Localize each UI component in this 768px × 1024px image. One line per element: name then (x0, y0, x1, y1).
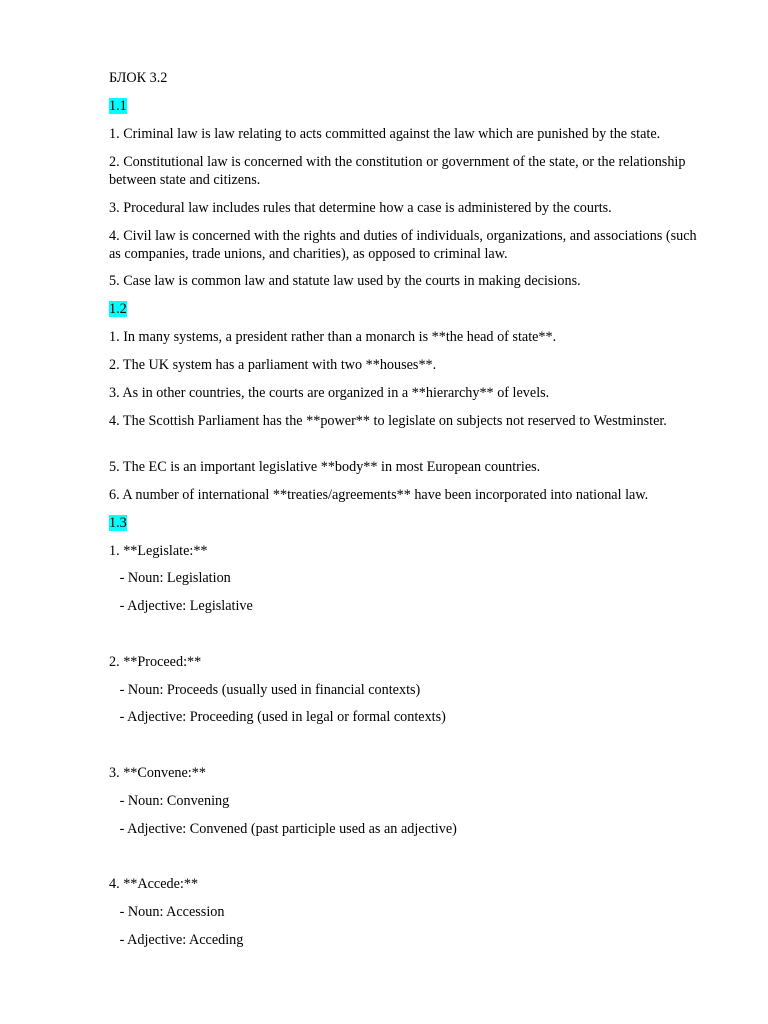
section-heading-1-3 (109, 514, 734, 532)
word-entry-noun (109, 792, 734, 810)
list-item: 4. Civil law is concerned with the rights and duties of individuals, organizations, and associations (such as companies, trade unions, and charities), as opposed to criminal law. (109, 228, 697, 262)
word-entry-adjective (109, 708, 734, 726)
word-entry-noun-text: - Noun: Proceeds (usually used in financial contexts) (119, 682, 421, 698)
list-item: 5. Case law is common law and statute law used by the courts in making decisions. (109, 273, 581, 289)
list-item: 4. The Scottish Parliament has the **power** to legislate on subjects not reserved to Westminster. (109, 413, 667, 429)
word-entry-noun (109, 681, 734, 699)
section-heading-1-2 (109, 300, 734, 318)
word-entry-title: 3. **Convene:** (109, 765, 206, 781)
list-item: 3. As in other countries, the courts are organized in a **hierarchy** of levels. (109, 385, 550, 401)
word-entry-noun (109, 903, 734, 921)
highlight-1-1: 1.1 (109, 98, 127, 114)
word-entry-title: 4. **Accede:** (109, 876, 199, 892)
list-item: 3. Procedural law includes rules that determine how a case is administered by the courts. (109, 200, 612, 216)
word-entry-adjective (109, 597, 734, 615)
word-entry-adjective (109, 820, 734, 838)
word-entry-adjective (109, 931, 734, 949)
list-item: 1. In many systems, a president rather than a monarch is **the head of state**. (109, 329, 557, 345)
word-entry-adjective-text: - Adjective: Acceding (119, 932, 244, 948)
highlight-1-3: 1.3 (109, 515, 127, 531)
block-title: БЛОК 3.2 (109, 70, 168, 86)
section-heading-1-1 (109, 97, 734, 115)
list-item: 5. The EC is an important legislative **body** in most European countries. (109, 459, 541, 475)
word-entry-noun-text: - Noun: Legislation (119, 570, 231, 586)
word-entry-adjective-text: - Adjective: Legislative (119, 598, 253, 614)
word-entry-adjective-text: - Adjective: Proceeding (used in legal or formal contexts) (119, 709, 446, 725)
list-item: 2. Constitutional law is concerned with the constitution or government of the state, or the relationship between state and citizens. (109, 154, 686, 188)
word-entry-title: 2. **Proceed:** (109, 654, 202, 670)
list-item: 1. Criminal law is law relating to acts committed against the law which are punished by the state. (109, 126, 661, 142)
highlight-1-2: 1.2 (109, 301, 127, 317)
word-entry-noun-text: - Noun: Convening (119, 793, 230, 809)
word-entry-noun (109, 569, 734, 587)
list-item: 6. A number of international **treaties/agreements** have been incorporated into national law. (109, 487, 649, 503)
word-entry-title: 1. **Legislate:** (109, 543, 208, 559)
word-entry-noun-text: - Noun: Accession (119, 904, 225, 920)
word-entry-adjective-text: - Adjective: Convened (past participle used as an adjective) (119, 821, 457, 837)
list-item: 2. The UK system has a parliament with two **houses**. (109, 357, 437, 373)
